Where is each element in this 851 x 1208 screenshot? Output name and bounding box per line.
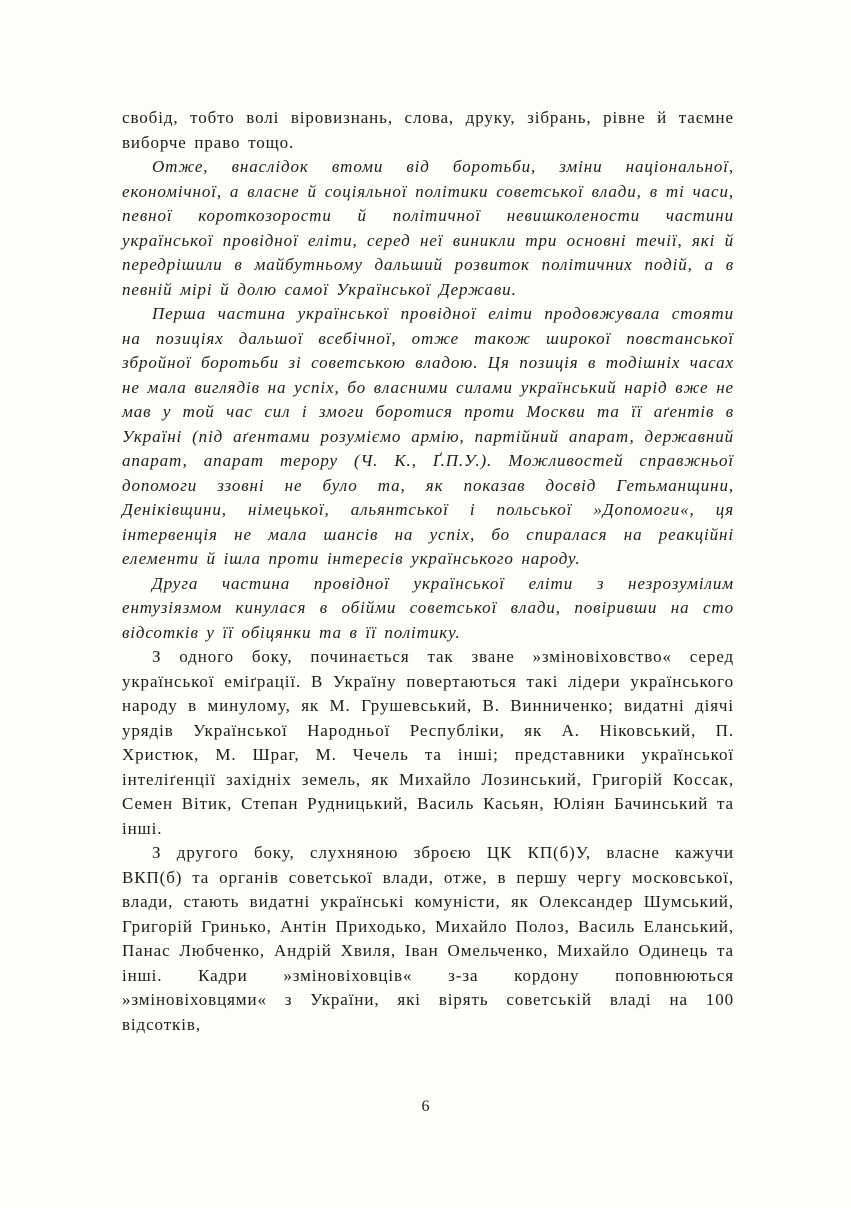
page-number: 6: [421, 1098, 430, 1115]
paragraph: З одного боку, починається так зване »зміновіховство« серед української еміґрації. В Україну повертаються такі лідери українського народу в минулому, як М. Грушевський, В. Винниченко; видатні діячі урядів Української Народньої Республіки, як А. Ніковський, П. Христюк, М. Шраг, М. Чечель та інші; представники української інтеліґенції західніх земель, як Михайло Лозинський, Григорій Коссак, Семен Вітик, Степан Рудницький, Василь Касьян, Юліян Бачинський та інші.: [122, 647, 734, 838]
paragraph: З другого боку, слухняною зброєю ЦК КП(б)У, власне кажучи ВКП(б) та органів советської влади, отже, в першу чергу московської, влади, стають видатні українські комуністи, як Олександер Шумський, Григорій Гринько, Антін Приходько, Михайло Полоз, Василь Еланський, Панас Любченко, Андрій Хвиля, Іван Омельченко, Михайло Одинець та інші. Кадри »зміновіховців« з-за кордону поповнюються »зміновіховцями« з України, які вірять советській владі на 100 відсотків,: [122, 843, 734, 1034]
paragraph: свобід, тобто волі віровизнань, слова, друку, зібрань, рівне й таємне виборче право тощо.: [122, 108, 734, 152]
paragraph: Отже, внаслідок втоми від боротьби, зміни національної, економічної, а власне й соціяльної політики советської влади, в ті часи, певної короткозорости й політичної невишколености частини української провідної еліти, серед неї виникли три основні течії, які й передрішили в майбутньому дальший розвиток політичних подій, а в певній мірі й долю самої Української Держави.: [122, 157, 734, 299]
paragraph: Перша частина української провідної еліти продовжувала стояти на позиціях дальшої всебічної, отже також широкої повстанської збройної боротьби зі советською владою. Ця позиція в тодішніх часах не мала виглядів на успіх, бо власними силами український нарід вже не мав у той час сил і змоги боротися проти Москви та її аґентів в Україні (під аґентами розуміємо армію, партійний апарат, державний апарат, апарат терору (Ч. К., Ґ.П.У.). Можливостей справжньої допомоги ззовні не було та, як показав досвід Гетьманщини, Деніківщини, німецької, альянтської і польської »Допомоги«, ця інтервенція не мала шансів на успіх, бо спиралася на реакційні елементи й ішла проти інтересів українського народу.: [122, 304, 734, 568]
paragraph: Друга частина провідної української еліти з незрозумілим ентузіязмом кинулася в обійми советської влади, повіривши на сто відсотків у її обіцянки та в її політику.: [122, 573, 734, 642]
text-block: [122, 106, 734, 1037]
